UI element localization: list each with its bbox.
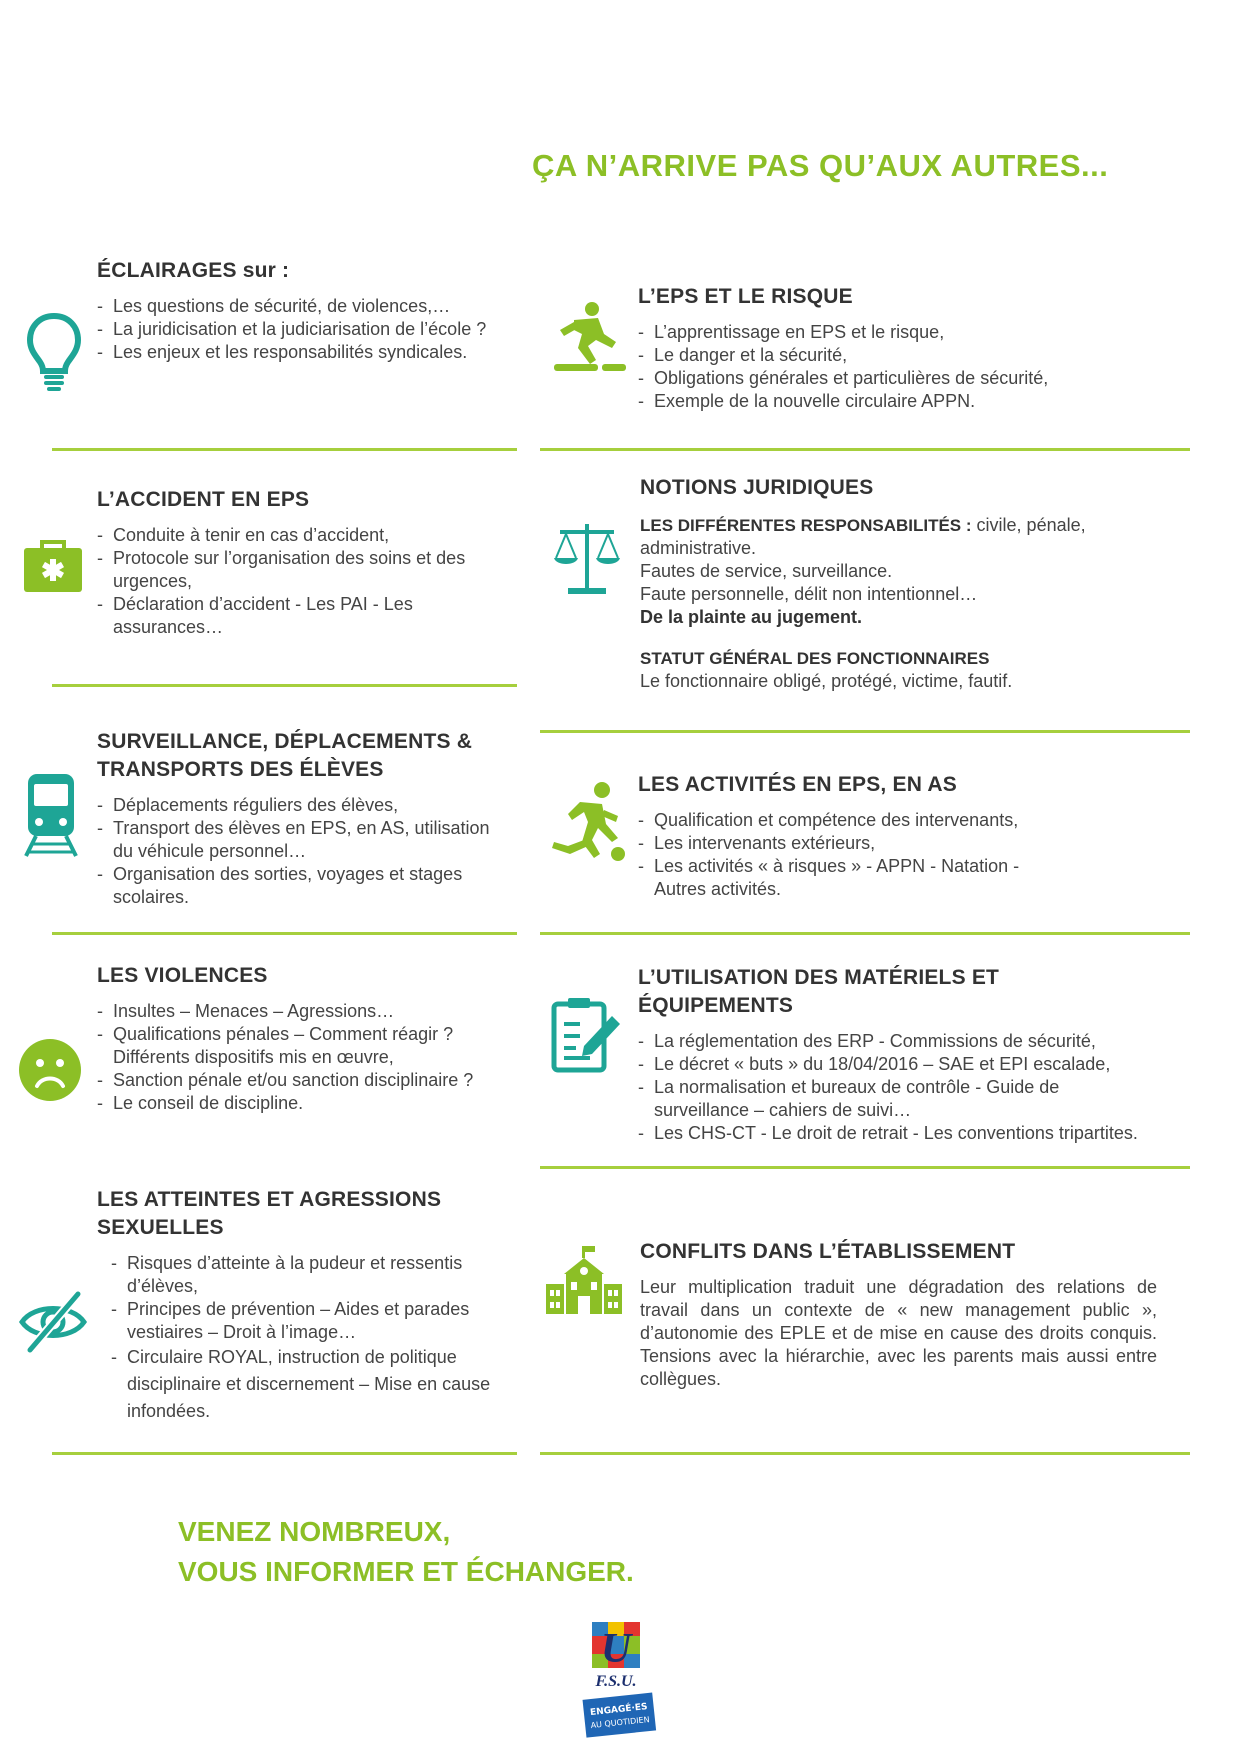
section-accident: [97, 486, 497, 639]
title-line: SURVEILLANCE, DÉPLACEMENTS &: [97, 730, 473, 753]
list-item: - Protocole sur l’organisation des soins et des urgences,: [97, 547, 497, 593]
responsabilites-heading: LES DIFFÉRENTES RESPONSABILITÉS :: [640, 516, 972, 535]
list-item: - La réglementation des ERP - Commissions de sécurité,: [638, 1030, 1138, 1053]
list-item: - Organisation des sorties, voyages et stages scolaires.: [97, 863, 497, 909]
section-title: [97, 1186, 517, 1242]
responsabilites-paragraph: [640, 514, 1140, 629]
list-item: - Obligations générales et particulières de sécurité,: [638, 367, 1138, 390]
title-line: LES ATTEINTES ET AGRESSIONS: [97, 1188, 442, 1211]
divider: [540, 730, 1190, 733]
section-activites: [638, 771, 1138, 901]
scales-icon: [552, 520, 622, 598]
item-list: [97, 1000, 497, 1115]
text-line: Fautes de service, surveillance.: [640, 561, 893, 581]
page-title: ÇA N’ARRIVE PAS QU’AUX AUTRES...: [532, 148, 1109, 183]
text-line-bold: De la plainte au jugement.: [640, 607, 863, 627]
responsabilites-text: civile, pénale, administrative.: [640, 515, 1086, 558]
section-title: NOTIONS JURIDIQUES: [640, 476, 874, 499]
item-list: [97, 295, 497, 364]
list-item: - Exemple de la nouvelle circulaire APPN.: [638, 390, 1138, 413]
school-building-icon: [544, 1244, 624, 1316]
call-to-action: [178, 1512, 634, 1592]
list-item: - Le danger et la sécurité,: [638, 344, 1138, 367]
section-title: L’ACCIDENT EN EPS: [97, 488, 310, 511]
divider: [540, 1452, 1190, 1455]
statut-text: Le fonctionnaire obligé, protégé, victime, fautif.: [640, 671, 1013, 691]
list-item: - Insultes – Menaces – Agressions…: [97, 1000, 497, 1023]
item-list: [638, 809, 1058, 901]
list-item: - Les activités « à risques » - APPN - Natation - Autres activités.: [638, 855, 1058, 901]
list-item: - Conduite à tenir en cas d’accident,: [97, 524, 497, 547]
item-list: [97, 794, 497, 909]
list-item: - Le décret « buts » du 18/04/2016 – SAE et EPI escalade,: [638, 1053, 1138, 1076]
title-line: TRANSPORTS DES ÉLÈVES: [97, 758, 384, 781]
list-item: - Les questions de sécurité, de violences,…: [97, 295, 497, 318]
section-eps-risque: [638, 283, 1138, 413]
list-item: - Les CHS-CT - Le droit de retrait - Les conventions tripartites.: [638, 1122, 1138, 1145]
section-title: CONFLITS DANS L’ÉTABLISSEMENT: [640, 1240, 1016, 1263]
list-item: - Déclaration d’accident - Les PAI - Les assurances…: [97, 593, 497, 639]
soccer-player-icon: [544, 780, 630, 862]
section-materiels: [638, 964, 1158, 1145]
divider: [540, 932, 1190, 935]
list-item: - Déplacements réguliers des élèves,: [97, 794, 497, 817]
list-item: - Qualifications pénales – Comment réagir ? Différents dispositifs mis en œuvre,: [97, 1023, 497, 1069]
item-list: [638, 321, 1138, 413]
list-item: - La juridicisation et la judiciarisation de l’école ?: [97, 318, 497, 341]
title-main: ÉCLAIRAGES: [97, 259, 237, 282]
item-list: [638, 1030, 1138, 1145]
list-item: - Principes de prévention – Aides et parades vestiaires – Droit à l’image…: [111, 1298, 503, 1344]
list-item: - Risques d’atteinte à la pudeur et ressentis d’élèves,: [111, 1252, 503, 1298]
lightbulb-icon: [26, 312, 82, 394]
list-item: - Les intervenants extérieurs,: [638, 832, 1058, 855]
list-item: - Qualification et compétence des intervenants,: [638, 809, 1058, 832]
divider: [540, 448, 1190, 451]
section-notions-juridiques: [640, 474, 1140, 693]
list-item: - Circulaire ROYAL, instruction de politique disciplinaire et discernement – Mise en cause infondées.: [111, 1344, 503, 1425]
slip-fall-icon: [552, 300, 630, 378]
svg-text:U: U: [600, 1626, 632, 1672]
item-list: [111, 1252, 503, 1425]
section-title: [97, 728, 497, 784]
clipboard-edit-icon: [550, 994, 624, 1074]
section-title: LES ACTIVITÉS EN EPS, EN AS: [638, 773, 957, 796]
train-icon: [22, 772, 80, 858]
item-list: [97, 524, 497, 639]
list-item: - Sanction pénale et/ou sanction disciplinaire ?: [97, 1069, 497, 1092]
responsabilites-line: [640, 514, 1140, 560]
section-eclairages: [97, 257, 497, 364]
statut-heading: STATUT GÉNÉRAL DES FONCTIONNAIRES: [640, 649, 990, 668]
cta-line: VENEZ NOMBREUX,: [178, 1516, 451, 1547]
list-item: - Transport des élèves en EPS, en AS, utilisation du véhicule personnel…: [97, 817, 497, 863]
divider: [52, 448, 517, 451]
eye-slash-icon: [18, 1290, 88, 1354]
conflits-text: Leur multiplication traduit une dégradation des relations de travail dans un contexte de « new management public », d’autonomie des EPLE et de mise en cause des droits conquis. Tensions avec la hiérarchie, avec les parents mais aussi entre collègues.: [640, 1277, 1157, 1389]
cta-line: VOUS INFORMER ET ÉCHANGER.: [178, 1556, 634, 1587]
first-aid-kit-icon: [22, 538, 84, 594]
fsu-logo: [580, 1622, 660, 1742]
divider: [540, 1166, 1190, 1169]
section-title: L’UTILISATION DES MATÉRIELS ET ÉQUIPEMENTS: [638, 966, 1000, 1017]
section-conflits: [640, 1238, 1157, 1391]
svg-text:F.S.U.: F.S.U.: [595, 1673, 637, 1690]
section-atteintes: [97, 1186, 517, 1425]
section-title: [97, 257, 497, 285]
text-line: Faute personnelle, délit non intentionnel…: [640, 584, 978, 604]
title-suffix: sur :: [236, 259, 290, 282]
svg-text:ENGAGÉ·ES: ENGAGÉ·ES: [589, 1702, 648, 1719]
divider: [52, 684, 517, 687]
list-item: - Le conseil de discipline.: [97, 1092, 497, 1115]
svg-text:AU QUOTIDIEN: AU QUOTIDIEN: [590, 1714, 650, 1731]
sad-face-icon: [18, 1038, 82, 1102]
statut-paragraph: [640, 647, 1140, 693]
divider: [52, 932, 517, 935]
section-violences: [97, 962, 497, 1115]
section-title: LES VIOLENCES: [97, 964, 268, 987]
title-line: SEXUELLES: [97, 1216, 224, 1239]
divider: [52, 1452, 517, 1455]
list-item: - Les enjeux et les responsabilités syndicales.: [97, 341, 497, 364]
section-surveillance: [97, 728, 497, 909]
list-item: - L’apprentissage en EPS et le risque,: [638, 321, 1138, 344]
list-item: - La normalisation et bureaux de contrôle - Guide de surveillance – cahiers de suivi…: [638, 1076, 1138, 1122]
section-title: L’EPS ET LE RISQUE: [638, 285, 853, 308]
